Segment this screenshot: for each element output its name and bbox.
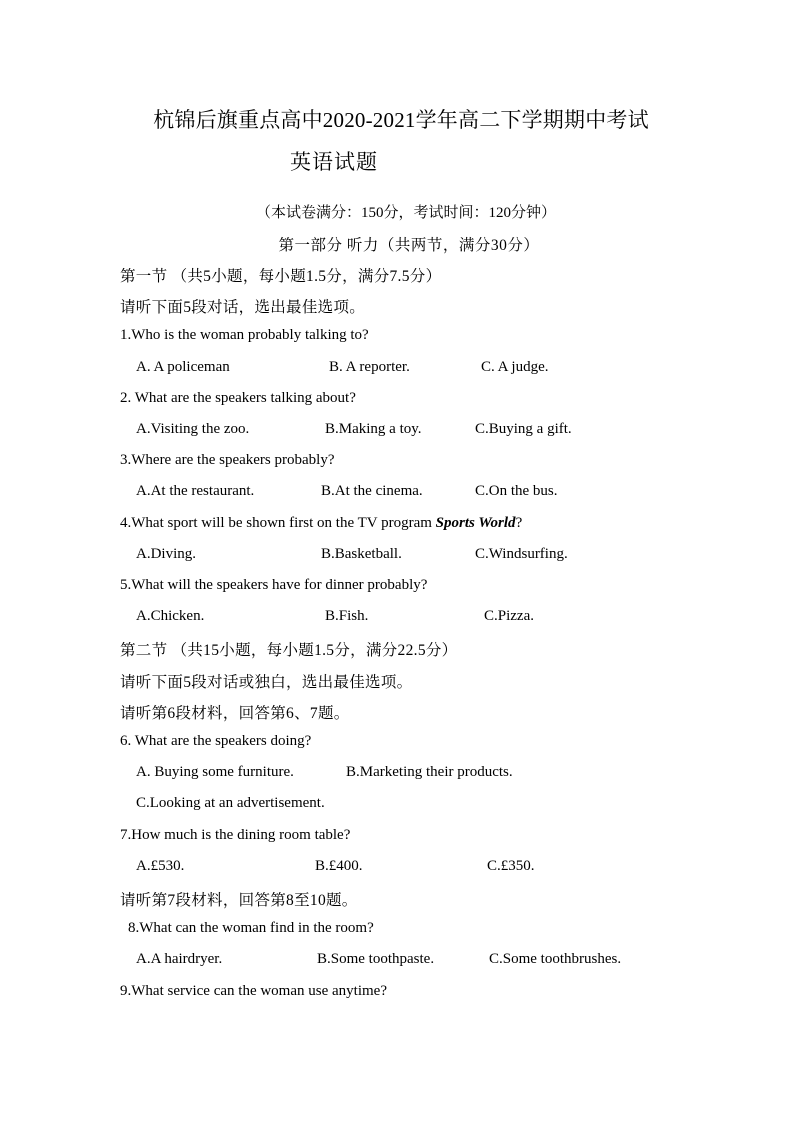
section1-instruction: 请听下面5段对话，选出最佳选项。 [120,299,366,316]
question-stem-line [120,515,522,532]
option-c: C.Windsurfing. [475,546,568,562]
question-stem: 5.What will the speakers have for dinner probably? [120,577,428,593]
option-b: B.Basketball. [321,546,402,562]
option-a: A. Buying some furniture. [136,764,294,780]
section2-instruction: 请听下面5段对话或独白，选出最佳选项。 [120,674,413,691]
section2-heading: 第二节 （共15小题，每小题1.5分，满分22.5分） [120,642,458,659]
part-heading: 第一部分 听力（共两节，满分30分） [278,237,540,254]
option-a: A.Chicken. [136,608,205,624]
option-c: C. A judge. [481,359,549,375]
question-stem: 7.How much is the dining room table? [120,827,351,843]
question-stem: 3.Where are the speakers probably? [120,452,335,468]
question-stem: 8.What can the woman find in the room? [128,920,374,936]
option-b: B.Fish. [325,608,369,624]
option-b: B.£400. [315,858,363,874]
option-c: C.Pizza. [484,608,534,624]
material-6-instruction: 请听第6段材料，回答第6、7题。 [120,705,350,722]
option-a: A.Diving. [136,546,196,562]
question-stem: 2. What are the speakers talking about? [120,390,356,406]
exam-note: （本试卷满分：150分，考试时间：120分钟） [255,205,556,221]
question-stem: 9.What service can the woman use anytime? [120,983,387,999]
material-7-instruction: 请听第7段材料，回答第8至10题。 [120,892,358,909]
question-stem: 1.Who is the woman probably talking to? [120,327,369,343]
program-name: Sports World [435,515,516,531]
option-a: A.A hairdryer. [136,951,223,967]
option-b: B.Some toothpaste. [317,951,435,967]
option-a: A.Visiting the zoo. [136,421,250,437]
exam-subtitle: 英语试题 [290,150,378,174]
question-stem: 4.What sport will be shown first on the TV program [120,515,432,531]
option-a: A.£530. [136,858,185,874]
option-c: C.Some toothbrushes. [489,951,622,967]
option-a: A.At the restaurant. [136,483,255,499]
option-b: B.Marketing their products. [346,764,513,780]
option-b: B.At the cinema. [321,483,423,499]
option-b: B. A reporter. [329,359,410,375]
option-a: A. A policeman [136,359,230,375]
question-stem: 6. What are the speakers doing? [120,733,312,749]
option-c: C.Looking at an advertisement. [136,795,325,811]
question-mark: ? [515,515,523,531]
option-b: B.Making a toy. [325,421,422,437]
option-c: C.Buying a gift. [475,421,572,437]
exam-title: 杭锦后旗重点高中2020-2021学年高二下学期期中考试 [153,108,649,132]
option-c: C.£350. [487,858,535,874]
section1-heading: 第一节 （共5小题，每小题1.5分，满分7.5分） [120,268,442,285]
option-c: C.On the bus. [475,483,558,499]
